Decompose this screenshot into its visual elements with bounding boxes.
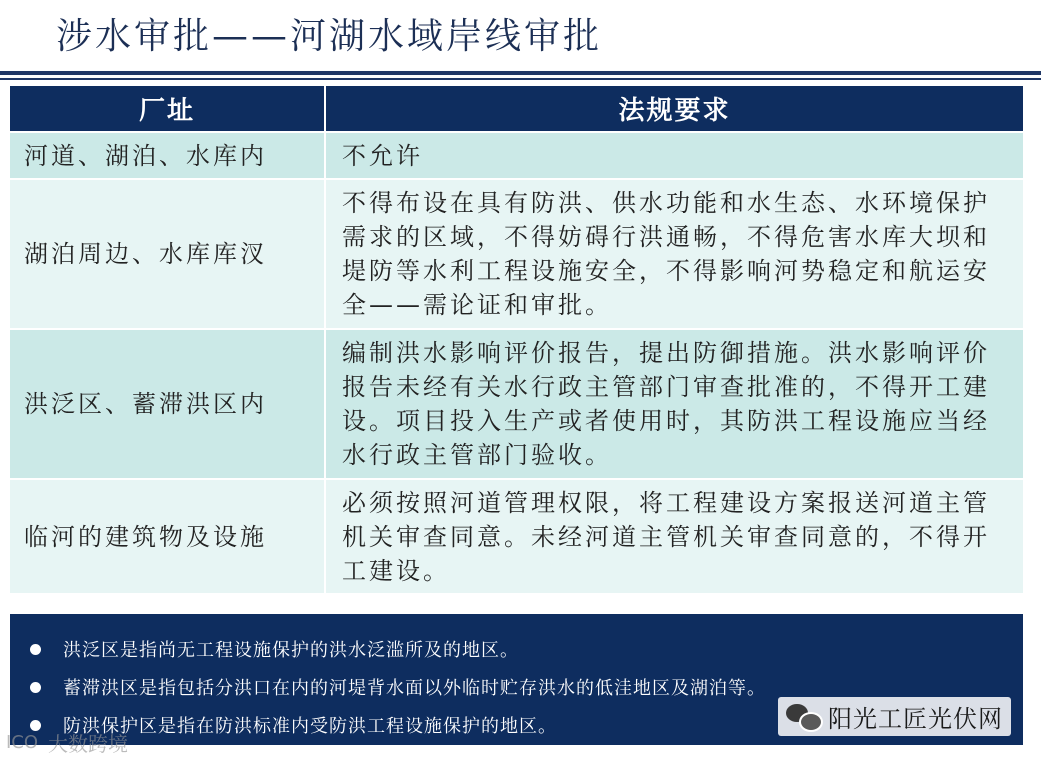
header-requirement: 法规要求 xyxy=(326,86,1023,131)
regulation-table xyxy=(10,86,1023,593)
table-row xyxy=(10,178,1023,328)
row-location: 湖泊周边、水库库汊 xyxy=(10,178,326,328)
wechat-icon xyxy=(786,704,820,730)
table-header-row xyxy=(10,86,1023,131)
watermark-wechat xyxy=(778,697,1011,736)
page-title: 涉水审批——河湖水域岸线审批 xyxy=(56,16,603,57)
note-text: 蓄滞洪区是指包括分洪口在内的河堤背水面以外临时贮存洪水的低洼地区及湖泊等。 xyxy=(63,678,766,699)
row-location: 河道、湖泊、水库内 xyxy=(10,131,326,178)
row-requirement: 编制洪水影响评价报告，提出防御措施。洪水影响评价报告未经有关水行政主管部门审查批准的，不得开工建设。项目投入生产或者使用时，其防洪工程设施应当经水行政主管部门验收。 xyxy=(326,328,1023,478)
note-item xyxy=(30,630,1003,668)
row-requirement: 不得布设在具有防洪、供水功能和水生态、水环境保护需求的区域，不得妨碍行洪通畅，不得危害水库大坝和堤防等水利工程设施安全，不得影响河势稳定和航运安全——需论证和审批。 xyxy=(326,178,1023,328)
row-requirement: 不允许 xyxy=(326,131,1023,178)
bullet-icon xyxy=(30,682,41,693)
watermark-corner xyxy=(6,728,128,757)
watermark-text: 阳光工匠光伏网 xyxy=(828,705,1003,733)
title-divider-thin xyxy=(0,78,1041,80)
title-divider-thick xyxy=(0,71,1041,75)
row-location: 洪泛区、蓄滞洪区内 xyxy=(10,328,326,478)
bullet-icon xyxy=(30,644,41,655)
note-text: 防洪保护区是指在防洪标准内受防洪工程设施保护的地区。 xyxy=(63,716,557,737)
watermark-logo: ICO xyxy=(6,732,39,753)
row-location: 临河的建筑物及设施 xyxy=(10,478,326,593)
header-location: 厂址 xyxy=(10,86,326,131)
watermark-corner-text: 大数跨境 xyxy=(48,732,129,756)
table-row xyxy=(10,328,1023,478)
table-row xyxy=(10,478,1023,593)
note-text: 洪泛区是指尚无工程设施保护的洪水泛滥所及的地区。 xyxy=(63,640,519,661)
table-row xyxy=(10,131,1023,178)
row-requirement: 必须按照河道管理权限，将工程建设方案报送河道主管机关审查同意。未经河道主管机关审查同意的，不得开工建设。 xyxy=(326,478,1023,593)
